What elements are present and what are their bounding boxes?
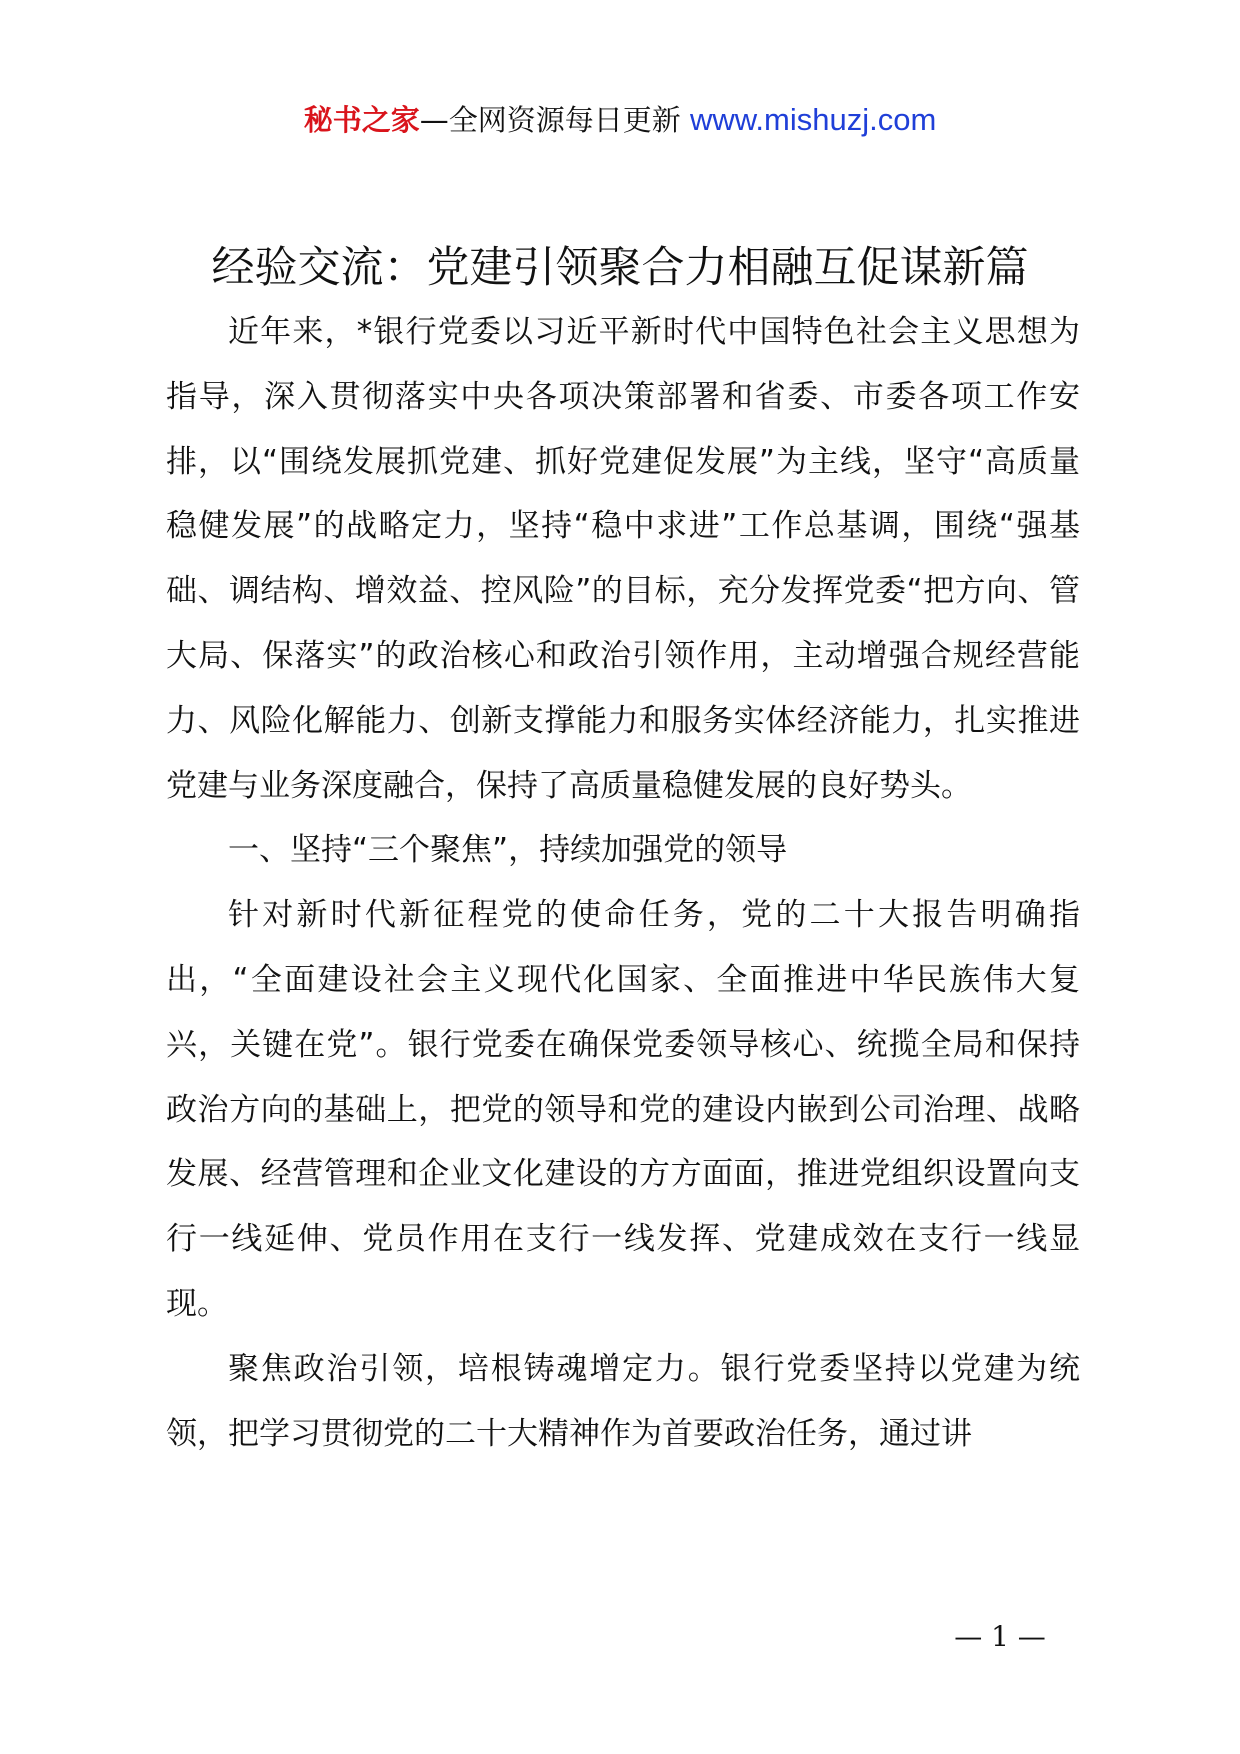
site-slogan: —全网资源每日更新 — [419, 103, 681, 137]
section-heading-1: 一、坚持“三个聚焦”，持续加强党的领导 — [228, 832, 788, 869]
document-title: 经验交流：党建引领聚合力相融互促谋新篇 — [211, 243, 1029, 293]
paragraph-intro: 近年来，*银行党委以习近平新时代中国特色社会主义思想为指导，深入贯彻落实中央各项决策部署和省委、市委各项工作安排，以“围绕发展抓党建、抓好党建促发展”为主线，坚守“高质量稳健发展”的战略定力，坚持“稳中求进”工作总基调，围绕“强基础、调结构、增效益、控风险”的目标，充分发挥党委“把方向、管大局、保落实”的政治核心和政治引领作用，主动增强合规经营能力、风险化解能力、创新支撑能力和服务实体经济能力，扎实推进党建与业务深度融合，保持了高质量稳健发展的良好势头。 — [166, 314, 1080, 804]
paragraph-political-guidance: 聚焦政治引领，培根铸魂增定力。银行党委坚持以党建为统领，把学习贯彻党的二十大精神作为首要政治任务，通过讲 — [166, 1350, 1080, 1452]
page-number: — 1 — — [954, 1620, 1046, 1653]
document-body — [166, 300, 1080, 1466]
paragraph-section-1: 针对新时代新征程党的使命任务，党的二十大报告明确指出，“全面建设社会主义现代化国家、全面推进中华民族伟大复兴，关键在党”。银行党委在确保党委领导核心、统揽全局和保持政治方向的基础上，把党的领导和党的建设内嵌到公司治理、战略发展、经营管理和企业文化建设的方方面面，推进党组织设置向支行一线延伸、党员作用在支行一线发挥、党建成效在支行一线显现。 — [166, 897, 1080, 1322]
site-brand: 秘书之家 — [303, 103, 420, 137]
site-url-link[interactable]: www.mishuzj.com — [689, 102, 937, 137]
site-header — [0, 100, 1240, 140]
